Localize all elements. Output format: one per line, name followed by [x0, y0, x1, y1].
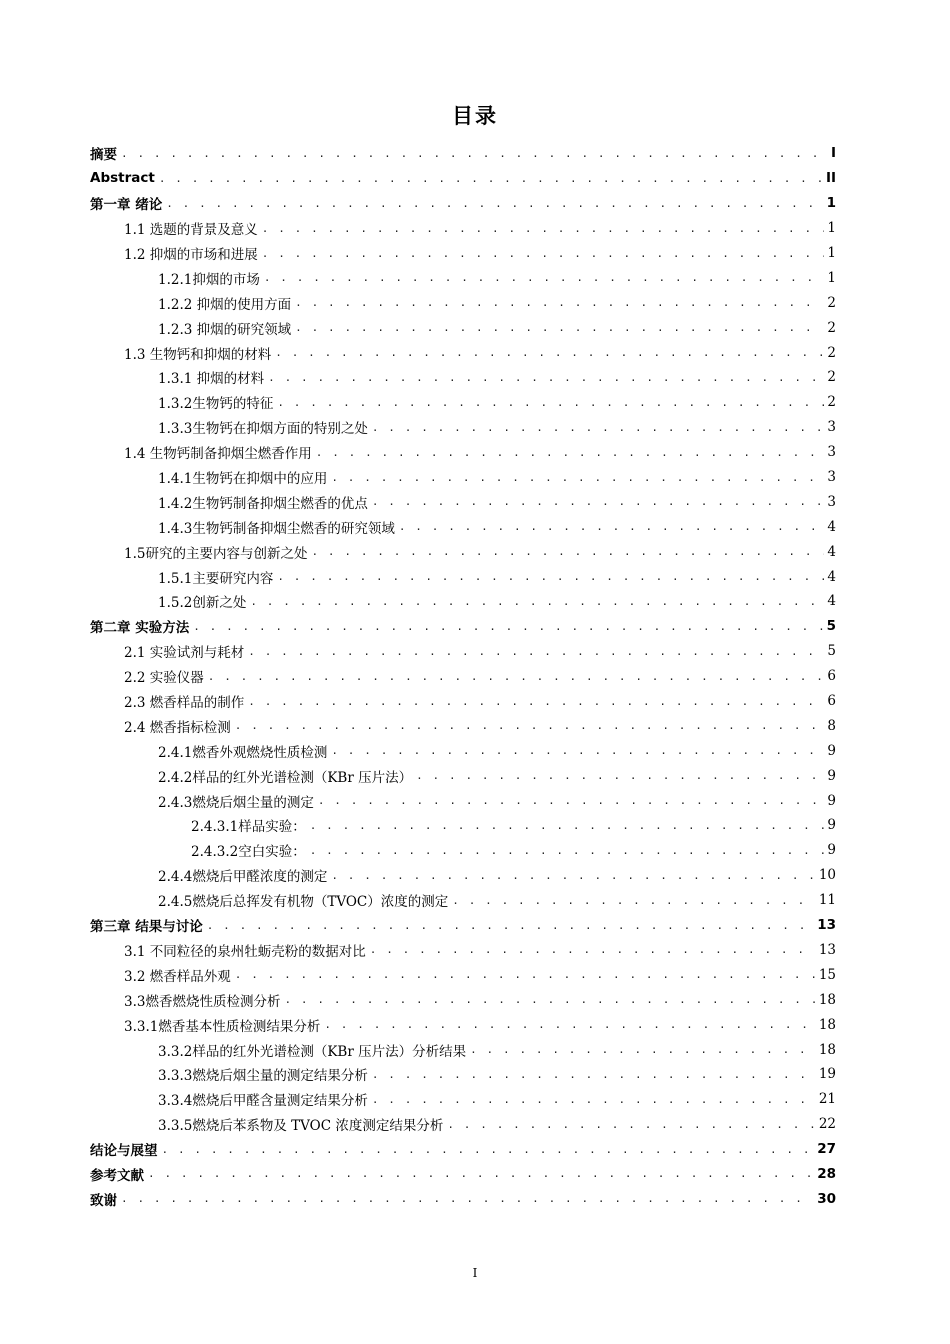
- toc-entry-label: 3.3.4燃烧后甲醛含量测定结果分析: [158, 1093, 368, 1110]
- toc-entry-label: 1.1 选题的背景及意义: [124, 222, 258, 239]
- toc-entry-page: 1: [826, 195, 836, 212]
- toc-entry-page: 18: [818, 1016, 836, 1033]
- toc-entry-label: 2.4.5燃烧后总挥发有机物（TVOC）浓度的测定: [158, 894, 449, 911]
- toc-leader-dots: [248, 695, 824, 708]
- toc-entry-label: 第三章 结果与讨论: [90, 919, 203, 936]
- page-number: I: [472, 1266, 478, 1280]
- toc-leader-dots: [416, 769, 824, 782]
- toc-entry[interactable]: [90, 738, 836, 763]
- toc-leader-dots: [159, 172, 823, 185]
- toc-entry-page: 11: [818, 892, 836, 909]
- toc-entry-label: 1.3.2生物钙的特征: [158, 396, 274, 413]
- toc-entry-label: 1.2.1抑烟的市场: [158, 271, 260, 288]
- toc-leader-dots: [331, 744, 824, 757]
- toc-entry[interactable]: [90, 1137, 836, 1162]
- toc-leader-dots: [148, 1167, 814, 1180]
- toc-leader-dots: [121, 147, 828, 160]
- toc-entry[interactable]: [90, 813, 836, 838]
- toc-entry[interactable]: [90, 539, 836, 564]
- toc-entry[interactable]: [90, 465, 836, 490]
- toc-entry-page: 3: [827, 444, 836, 461]
- toc-leader-dots: [235, 719, 825, 732]
- toc-entry-page: 4: [827, 593, 836, 610]
- toc-entry-page: 3: [827, 469, 836, 486]
- toc-entry-page: 2: [827, 394, 836, 411]
- toc-leader-dots: [166, 197, 823, 210]
- toc-leader-dots: [193, 620, 823, 633]
- toc-leader-dots: [399, 520, 825, 533]
- toc-leader-dots: [250, 595, 824, 608]
- toc-entry[interactable]: [90, 216, 836, 241]
- toc-leader-dots: [310, 819, 825, 832]
- toc-leader-dots: [331, 471, 824, 484]
- toc-entry-label: 结论与展望: [90, 1143, 158, 1160]
- toc-entry-page: 4: [827, 518, 836, 535]
- toc-leader-dots: [310, 844, 825, 857]
- toc-entry-page: 9: [827, 817, 836, 834]
- toc-entry-page: 15: [818, 966, 836, 983]
- toc-entry-page: 3: [827, 493, 836, 510]
- toc-entry-label: 1.2.3 抑烟的研究领域: [158, 321, 292, 338]
- toc-entry-label: Abstract: [90, 170, 155, 187]
- toc-entry[interactable]: [90, 863, 836, 888]
- toc-leader-dots: [268, 371, 824, 384]
- toc-leader-dots: [235, 968, 816, 981]
- toc-entry[interactable]: [90, 1112, 836, 1137]
- toc-entry[interactable]: [90, 564, 836, 589]
- toc-entry[interactable]: [90, 689, 836, 714]
- toc-entry-page: 13: [818, 941, 836, 958]
- toc-entry-page: 19: [818, 1066, 836, 1083]
- toc-entry-label: 3.3燃香燃烧性质检测分析: [124, 993, 281, 1010]
- toc-entry-label: 2.4.4燃烧后甲醛浓度的测定: [158, 869, 328, 886]
- toc-entry-label: 1.4.3生物钙制备抑烟尘燃香的研究领域: [158, 520, 395, 537]
- toc-entry[interactable]: [90, 664, 836, 689]
- toc-entry-page: II: [825, 170, 836, 187]
- toc-entry-label: 1.4.1生物钙在抑烟中的应用: [158, 471, 328, 488]
- toc-entry[interactable]: [90, 365, 836, 390]
- toc-entry[interactable]: [90, 489, 836, 514]
- toc-entry[interactable]: [90, 713, 836, 738]
- toc-entry[interactable]: [90, 838, 836, 863]
- toc-entry-page: 6: [827, 693, 836, 710]
- toc-entry-label: 1.5研究的主要内容与创新之处: [124, 545, 308, 562]
- toc-entry-page: 27: [817, 1141, 836, 1158]
- toc-leader-dots: [262, 247, 825, 260]
- toc-leader-dots: [295, 296, 824, 309]
- toc-entry[interactable]: [90, 415, 836, 440]
- toc-leader-dots: [162, 1143, 815, 1156]
- toc-entry-label: 3.1 不同粒径的泉州牡蛎壳粉的数据对比: [124, 943, 366, 960]
- toc-entry-page: 2: [827, 344, 836, 361]
- toc-entry[interactable]: [90, 589, 836, 614]
- toc-entry[interactable]: [90, 315, 836, 340]
- toc-leader-dots: [311, 545, 824, 558]
- toc-entry-label: 2.3 燃香样品的制作: [124, 695, 245, 712]
- toc-leader-dots: [208, 670, 825, 683]
- toc-entry[interactable]: [90, 1087, 836, 1112]
- toc-entry-page: 1: [827, 245, 836, 261]
- toc-leader-dots: [372, 1068, 816, 1081]
- toc-entry-page: 8: [827, 717, 836, 734]
- toc-entry[interactable]: [90, 440, 836, 465]
- toc-entry[interactable]: [90, 1037, 836, 1062]
- toc-entry-label: 摘要: [90, 147, 117, 164]
- toc-title: 目录: [452, 104, 498, 128]
- toc-entry-label: 2.4.3.1样品实验：: [191, 819, 306, 836]
- toc-entry-page: 5: [827, 643, 836, 660]
- toc-entry[interactable]: [90, 913, 836, 938]
- toc-leader-dots: [275, 346, 824, 359]
- toc-entry[interactable]: [90, 390, 836, 415]
- toc-leader-dots: [372, 421, 825, 434]
- toc-entry[interactable]: [90, 241, 836, 266]
- toc-entry-page: 1: [827, 220, 836, 237]
- toc-entry[interactable]: [90, 141, 836, 166]
- toc-entry-page: 18: [818, 991, 836, 1008]
- toc-entry[interactable]: [90, 987, 836, 1012]
- toc-entry[interactable]: [90, 191, 836, 216]
- toc-entry-label: 1.5.1主要研究内容: [158, 570, 274, 587]
- toc-entry-label: 3.3.5燃烧后苯系物及 TVOC 浓度测定结果分析: [158, 1118, 444, 1135]
- toc-leader-dots: [207, 919, 815, 932]
- toc-entry[interactable]: [90, 514, 836, 539]
- toc-entry-page: 22: [818, 1116, 836, 1133]
- toc-leader-dots: [447, 1118, 815, 1131]
- toc-entry-page: 4: [827, 568, 836, 585]
- toc-entry-label: 2.4.2样品的红外光谱检测（KBr 压片法）: [158, 769, 413, 786]
- toc-entry-page: 6: [827, 668, 836, 685]
- toc-entry[interactable]: [90, 1162, 836, 1187]
- toc-leader-dots: [452, 894, 816, 907]
- toc-entry-page: 3: [827, 419, 836, 436]
- toc-entry-label: 致谢: [90, 1192, 117, 1209]
- toc-entry-label: 第二章 实验方法: [90, 620, 190, 637]
- toc-entry-page: 21: [818, 1091, 836, 1108]
- toc-leader-dots: [370, 943, 816, 956]
- toc-entry-page: 2: [827, 369, 836, 386]
- toc-entry-label: 1.2 抑烟的市场和进展: [124, 247, 258, 263]
- toc-entry-page: 18: [818, 1041, 836, 1058]
- toc-entry[interactable]: [90, 763, 836, 788]
- toc-entry-label: 2.4.3.2空白实验：: [191, 844, 306, 861]
- toc-entry[interactable]: [90, 888, 836, 913]
- toc-leader-dots: [295, 321, 824, 334]
- toc-entry-label: 2.4.3燃烧后烟尘量的测定: [158, 794, 314, 811]
- toc-leader-dots: [331, 869, 815, 882]
- toc-entry[interactable]: [90, 340, 836, 365]
- toc-entry[interactable]: [90, 1012, 836, 1037]
- toc-leader-dots: [470, 1043, 816, 1056]
- toc-entry-label: 1.3.3生物钙在抑烟方面的特别之处: [158, 421, 368, 438]
- toc-entry-label: 1.3 生物钙和抑烟的材料: [124, 346, 272, 363]
- toc-entry-label: 1.4 生物钙制备抑烟尘燃香作用: [124, 446, 312, 463]
- toc-leader-dots: [248, 645, 824, 658]
- toc-entry-label: 1.2.2 抑烟的使用方面: [158, 296, 292, 313]
- toc-leader-dots: [372, 1093, 816, 1106]
- toc-entry-label: 1.4.2生物钙制备抑烟尘燃香的优点: [158, 495, 368, 512]
- toc-entry-page: 4: [827, 543, 836, 560]
- toc-leader-dots: [318, 794, 825, 807]
- toc-entry-page: 9: [827, 842, 836, 859]
- toc-leader-dots: [316, 446, 825, 459]
- toc-leader-dots: [264, 271, 825, 284]
- toc-leader-dots: [121, 1192, 814, 1205]
- toc-entry-label: 1.5.2创新之处: [158, 595, 247, 612]
- toc-entry-page: 9: [827, 767, 836, 784]
- toc-entry-label: 2.4.1燃香外观燃烧性质检测: [158, 744, 328, 761]
- toc-entry[interactable]: [90, 265, 836, 290]
- toc-entry-page: 2: [827, 319, 836, 336]
- toc-leader-dots: [372, 495, 825, 508]
- toc-entry-label: 2.2 实验仪器: [124, 670, 204, 687]
- toc-leader-dots: [262, 222, 825, 235]
- toc-entry-page: 5: [826, 618, 836, 635]
- toc-entry-page: 9: [827, 792, 836, 809]
- toc-entry-page: 1: [827, 269, 836, 286]
- toc-entry-label: 3.3.2样品的红外光谱检测（KBr 压片法）分析结果: [158, 1043, 467, 1060]
- toc-leader-dots: [277, 570, 824, 583]
- toc-entry-label: 3.3.1燃香基本性质检测结果分析: [124, 1018, 321, 1035]
- toc-entry[interactable]: [90, 166, 836, 191]
- toc-entry-page: 28: [817, 1165, 836, 1182]
- toc-entry[interactable]: [90, 614, 836, 639]
- toc-entry-page: 9: [827, 742, 836, 759]
- toc-entry-label: 3.2 燃香样品外观: [124, 968, 231, 985]
- toc-entry[interactable]: [90, 938, 836, 963]
- toc-leader-dots: [284, 993, 815, 1006]
- toc-entry-label: 参考文献: [90, 1167, 144, 1184]
- toc-entry-page: 30: [817, 1190, 836, 1207]
- toc-entry[interactable]: [90, 962, 836, 987]
- toc-entry-label: 2.1 实验试剂与耗材: [124, 645, 245, 662]
- toc-entry-page: I: [830, 145, 836, 162]
- toc-entry[interactable]: [90, 1186, 836, 1211]
- toc-entry[interactable]: [90, 290, 836, 315]
- toc-entry-label: 2.4 燃香指标检测: [124, 719, 231, 736]
- toc-entry-page: 2: [827, 294, 836, 311]
- toc-entry-label: 第一章 绪论: [90, 197, 163, 214]
- toc-entry[interactable]: [90, 1062, 836, 1087]
- toc-leader-dots: [277, 396, 824, 409]
- toc-entry-page: 10: [818, 867, 836, 884]
- toc-leader-dots: [324, 1018, 815, 1031]
- table-of-contents: [90, 141, 836, 1211]
- toc-entry-page: 13: [817, 917, 836, 934]
- toc-entry[interactable]: [90, 639, 836, 664]
- toc-entry-label: 1.3.1 抑烟的材料: [158, 371, 265, 388]
- toc-entry-label: 3.3.3燃烧后烟尘量的测定结果分析: [158, 1068, 368, 1085]
- toc-entry[interactable]: [90, 788, 836, 813]
